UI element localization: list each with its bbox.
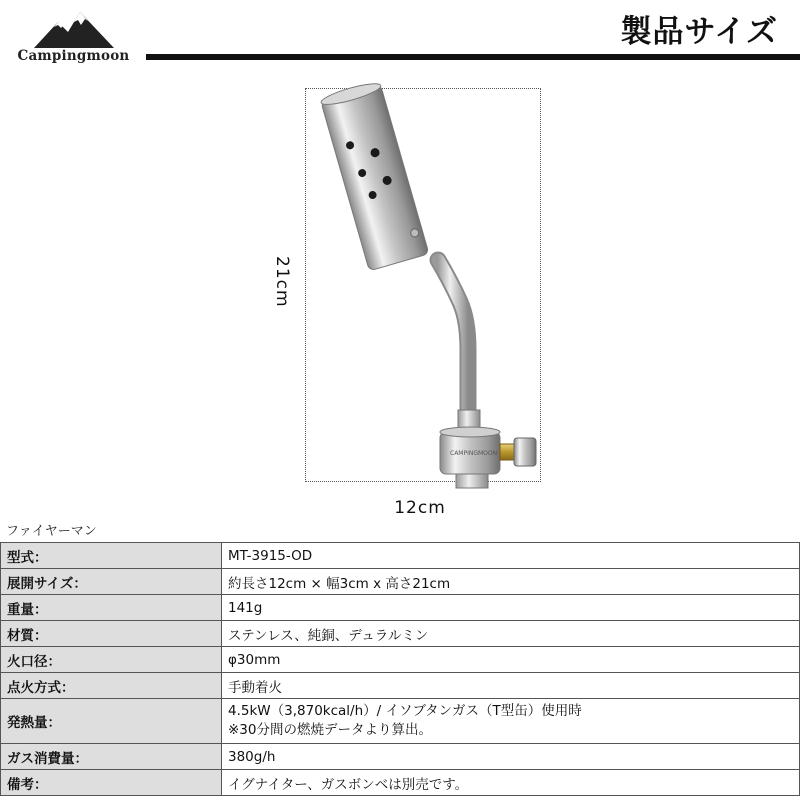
spec-value-line: 4.5kW（3,870kcal/h）/ イソブタンガス（T型缶）使用時 [228,703,582,719]
gas-torch-illustration [300,80,560,500]
spec-label: 備考： [1,770,222,796]
spec-label: 火口径： [1,647,222,673]
brand-logo [6,4,136,74]
spec-label: 材質： [1,621,222,647]
spec-row [1,770,800,796]
spec-row [1,569,800,595]
spec-row [1,543,800,569]
spec-row [1,595,800,621]
spec-row [1,699,800,744]
height-dimension-label: 21cm [272,256,292,308]
spec-table [0,542,800,796]
spec-label: 型式： [1,543,222,569]
spec-value: 141g [222,595,800,621]
product-diagram [0,80,800,520]
spec-row [1,673,800,699]
spec-label: 点火方式： [1,673,222,699]
spec-value: φ30mm [222,647,800,673]
spec-value: 380g/h [222,744,800,770]
spec-value [222,699,800,744]
spec-value: ステンレス、純銅、デュラルミン [222,621,800,647]
spec-label: 発熱量： [1,699,222,744]
width-dimension-label: 12cm [394,498,446,518]
spec-row [1,744,800,770]
spec-value: 手動着火 [222,673,800,699]
svg-text:CAMPINGMOON: CAMPINGMOON [450,450,498,457]
spec-row [1,647,800,673]
spec-value-note: ※30分間の燃焼データより算出。 [228,722,432,738]
spec-value: MT-3915-OD [222,543,800,569]
header [0,0,800,80]
spec-label: 展開サイズ： [1,569,222,595]
spec-label: ガス消費量： [1,744,222,770]
spec-value: 約長さ12cm × 幅3cm x 高さ21cm [222,569,800,595]
spec-value: イグナイター、ガスボンベは別売です。 [222,770,800,796]
page-title: 製品サイズ [620,14,778,50]
header-divider [146,54,800,60]
mountain-logo-icon [34,4,114,50]
product-name: ファイヤーマン [6,524,97,539]
spec-label: 重量： [1,595,222,621]
brand-name: Campingmoon [17,48,130,64]
spec-row [1,621,800,647]
